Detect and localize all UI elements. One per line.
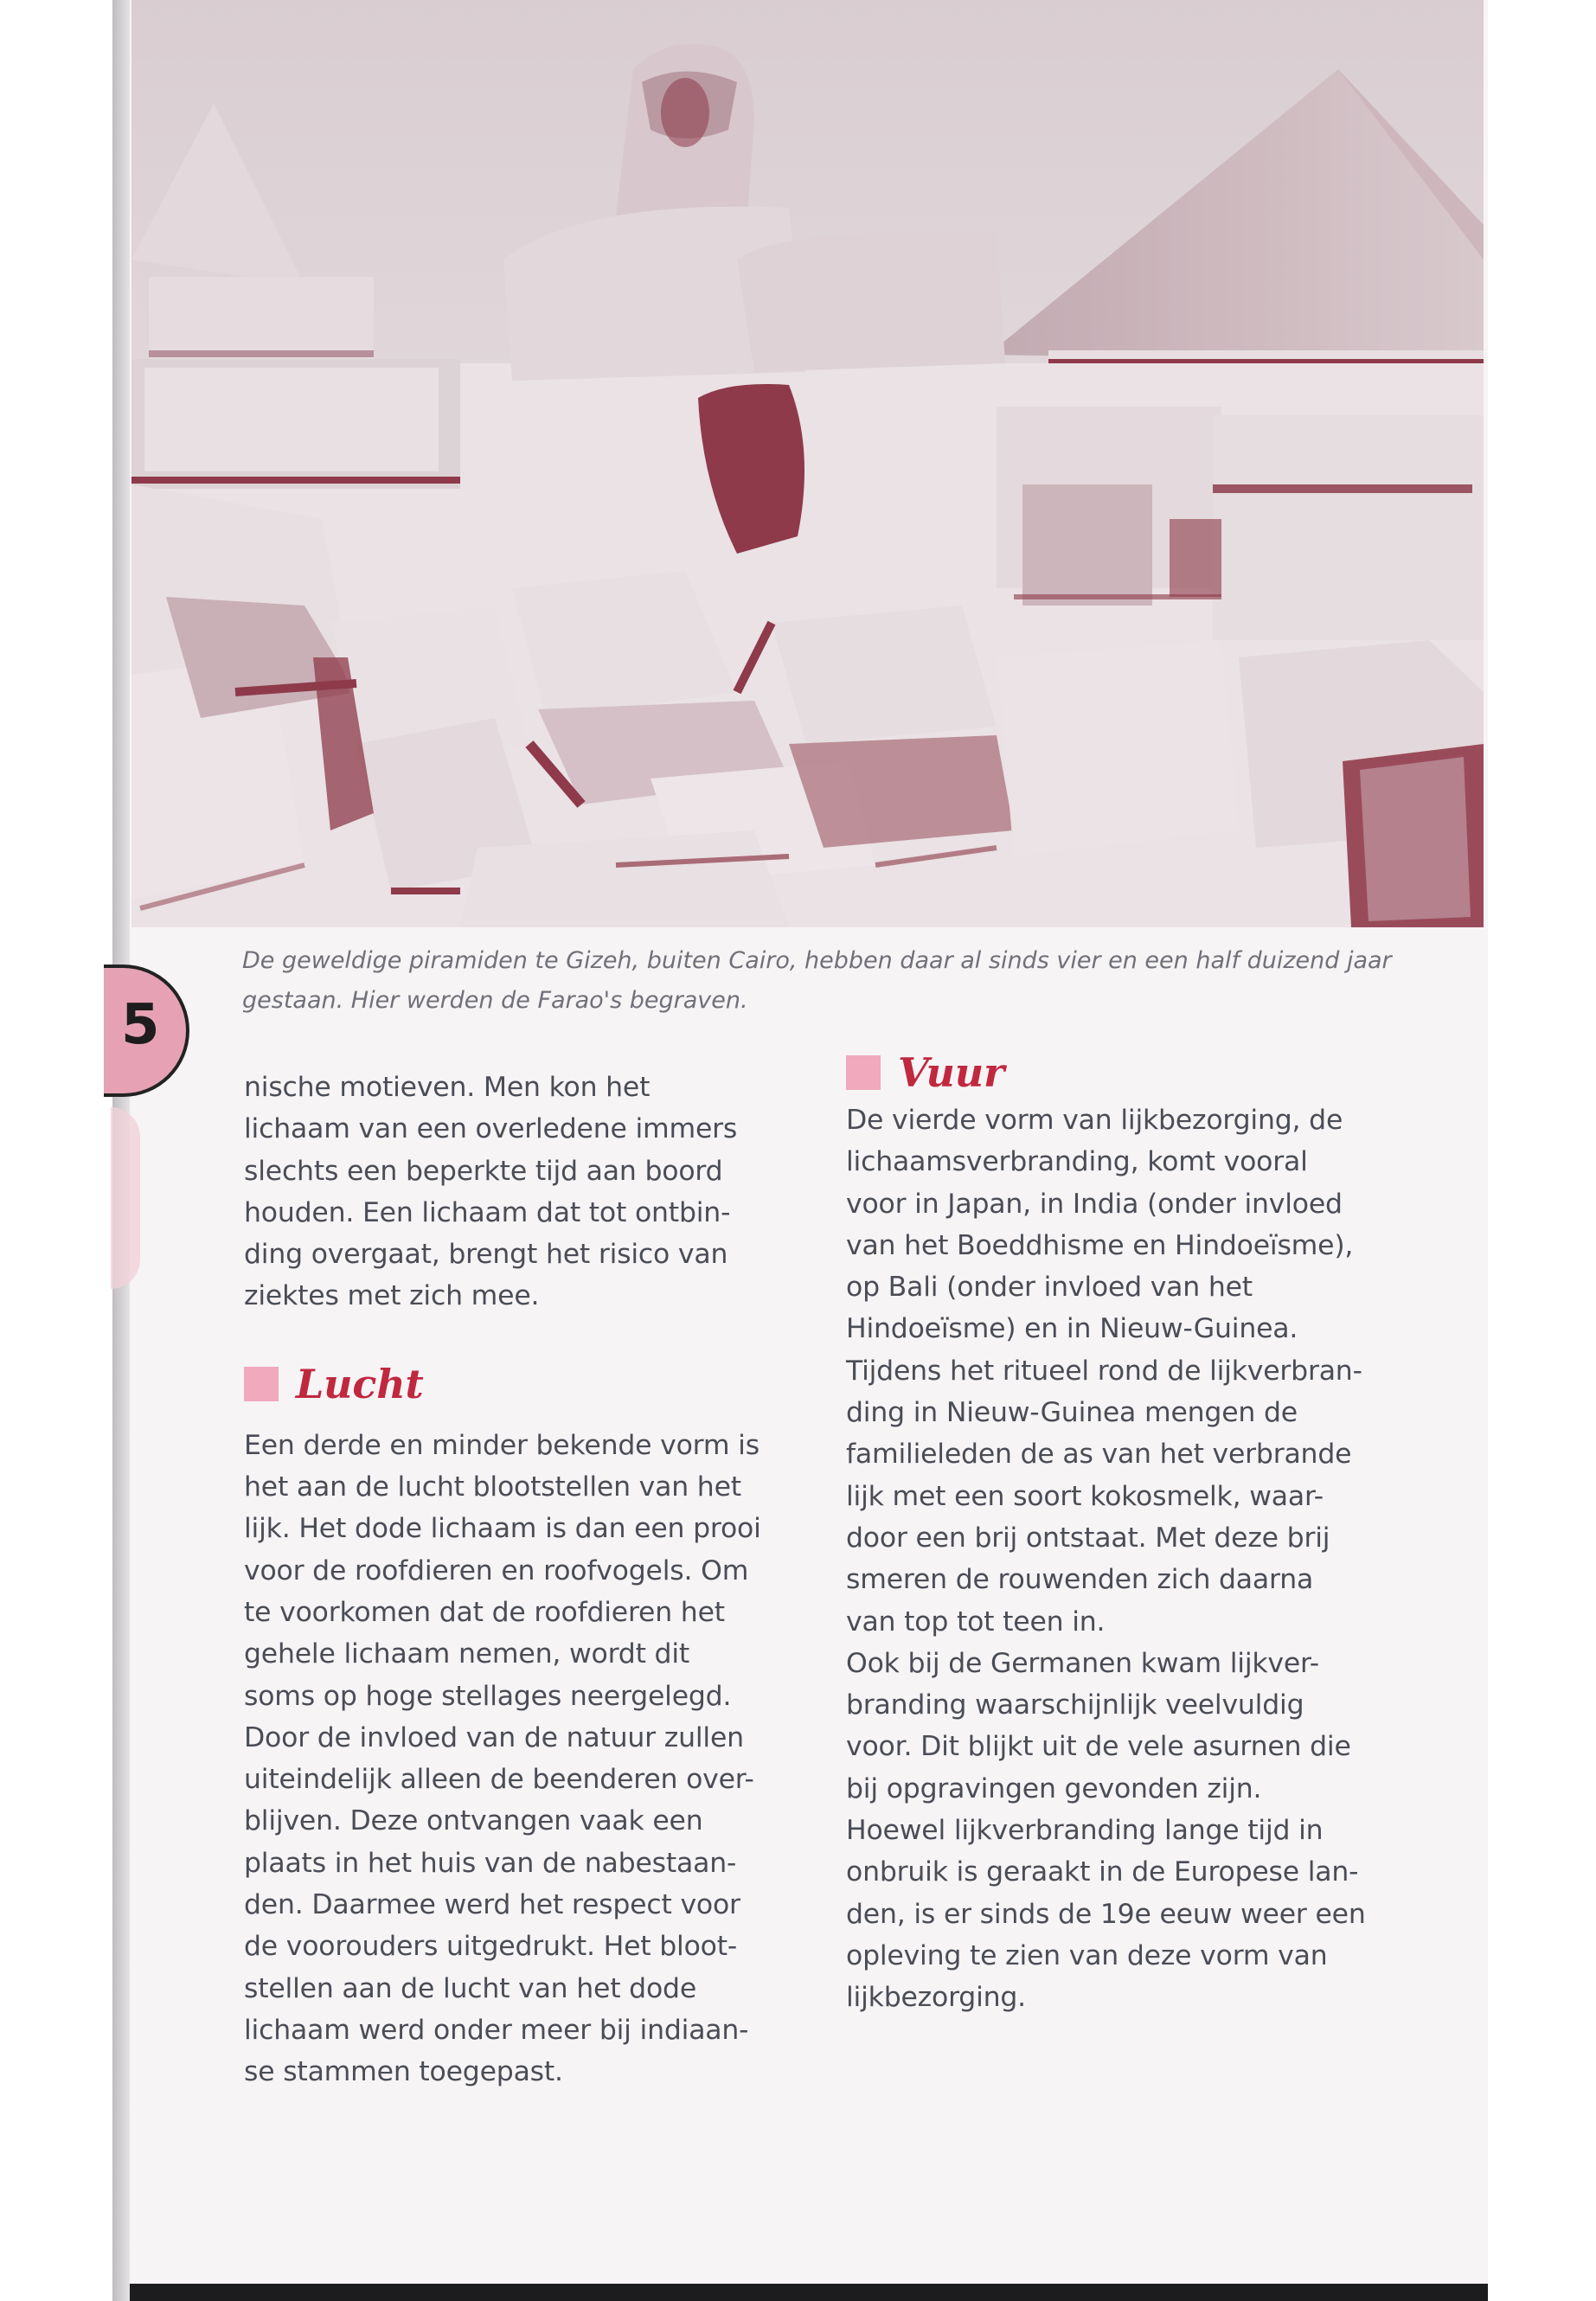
heading-square-icon — [846, 1055, 881, 1090]
section-heading-lucht — [244, 1359, 798, 1409]
section-lucht — [244, 1359, 798, 2093]
left-column — [244, 1067, 798, 2093]
section-heading-lucht-label: Lucht — [296, 1360, 424, 1407]
section-vuur-body: De vierde vorm van lijkbezorging, de lichaamsverbranding, komt vooral voor in Japan, in India (onder invloed van het Boeddhisme en Hindoeïsme), op Bali (onder invloed van het Hindoeïsme) en in Nieuw-Guinea. Tijdens het ritueel rond de lijkverbran- ding in Nieuw-Guinea mengen de familieleden de as van het verbrande lijk met een soort kokosmelk, waar- door een brij ontstaat. Met deze brij smeren de rouwenden zich daarna van top tot teen in. Ook bij de Germanen kwam lijkver- branding waarschijnlijk veelvuldig voor. Dit blijkt uit de vele asurnen die bij opgravingen gevonden zijn. Hoewel lijkverbranding lange tijd in onbruik is geraakt in de Europese lan- den, is er sinds de 19e eeuw weer een opleving te zien van deze vorm van lijkbezorging. — [846, 1105, 1366, 2014]
section-lucht-body: Een derde en minder bekende vorm is het aan de lucht blootstellen van het lijk. Het dode lichaam is dan een prooi voor de roofdieren en roofvogels. Om te voorkomen dat de roofdieren het gehele lichaam nemen, wordt dit soms op hoge stellages neergelegd. Door de invloed van de natuur zullen uiteindelijk alleen de beenderen over- blijven. Deze ontvangen vaak een plaats in het huis van de nabestaan- den. Daarmee werd het respect voor de voorouders uitgedrukt. Het bloot- stellen aan de lucht van het dode lichaam werd onder meer bij indiaan- se stammen toegepast. — [244, 1429, 761, 2088]
page-bottom-edge — [130, 2284, 1488, 2301]
heading-square-icon — [244, 1367, 279, 1401]
pyramids-sphinx-photo — [131, 0, 1484, 927]
left-column-continuation-text: nische motieven. Men kon het lichaam van een overledene immers slechts een beperkte tijd aan boord houden. Een lichaam dat tot ontbin- ding overgaat, brengt het risico van ziektes met zich mee. — [244, 1072, 738, 1312]
section-heading-vuur-label: Vuur — [898, 1048, 1005, 1096]
photo-caption: De geweldige piramiden te Gizeh, buiten Cairo, hebben daar al sinds vier en een half duizend jaar gestaan. Hier werden de Farao's begraven. — [242, 947, 1392, 1014]
section-heading-vuur — [846, 1048, 1400, 1098]
chapter-tab-number: 5 — [121, 993, 160, 1057]
chapter-tab-lower — [111, 1107, 140, 1289]
right-column — [846, 1048, 1400, 2019]
